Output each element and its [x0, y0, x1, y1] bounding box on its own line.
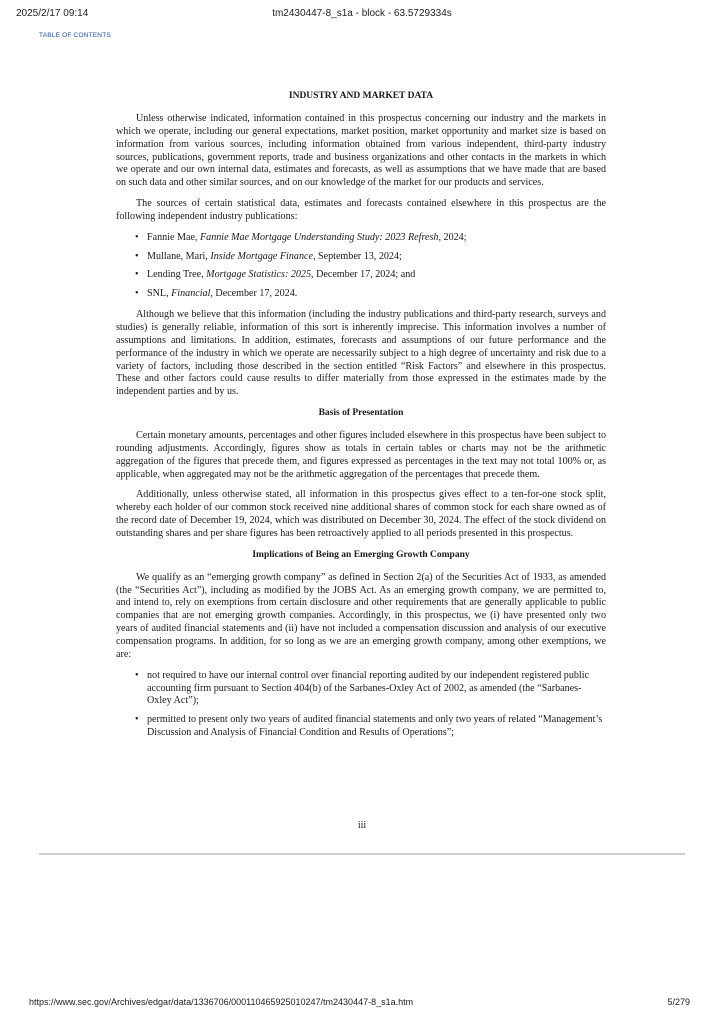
industry-market-data-heading: INDUSTRY AND MARKET DATA — [288, 91, 434, 101]
print-document-title: tm2430447-8_s1a - block - 63.5729334s — [272, 8, 452, 19]
list-item: • Fannie Mae, Fannie Mae Mortgage Understanding Study: 2023 Refresh, 2024; — [135, 231, 467, 243]
paragraph: We qualify as an “emerging growth company” as defined in Section 2(a) of the Securities Act of 1933, as amended (the “Securities Act”), including as modified by the JOBS Act. As an emerging growth company, we are permitted to, and intend to, rely on exemptions from certain disclosure and other requirements that are generally applicable to public companies that are not emerging growth companies. Accordingly, in this prospectus, we (i) have presented only two years of audited financial statements and (ii) have not included a compensation discussion and analysis of our executive compensation programs. In addition, for so long as we are an emerging growth company, among other exemptions, we are: — [116, 571, 606, 660]
sources-list — [116, 232, 606, 301]
source-url: https://www.sec.gov/Archives/edgar/data/1336706/000110465925010247/tm2430447-8_s1a.htm — [29, 997, 414, 1007]
list-item: • not required to have our internal control over financial reporting audited by our independent registered public accounting firm pursuant to Section 404(b) of the Sarbanes-Oxley Act of 2002, as amended (the “Sarbanes-Oxley Act”); — [135, 669, 590, 707]
bullet-icon: • — [135, 231, 139, 243]
document-body — [116, 90, 606, 748]
list-item: • Lending Tree, Mortgage Statistics: 2025, December 17, 2024; and — [135, 269, 416, 281]
paragraph: The sources of certain statistical data, estimates and forecasts contained elsewhere in this prospectus are the following independent industry publications: — [116, 198, 606, 222]
exemptions-list — [116, 670, 606, 740]
print-datetime: 2025/2/17 09:14 — [16, 8, 89, 19]
paragraph: Unless otherwise indicated, information contained in this prospectus concerning our industry and the markets in which we operate, including our general expectations, market position, market opportunity and market size is based on information from various sources, including information obtained from various independent, third-party industry sources, publications, government reports, trade and business organizations and other contacts in the markets in which we operate and our own internal data, estimates and forecasts, as well as assumptions that we have made that are based on such data and other similar sources, and on our knowledge of the market for our products and services. — [116, 113, 606, 189]
list-item: • permitted to present only two years of audited financial statements and only two years of related “Management’s Discussion and Analysis of Financial Condition and Results of Operations”; — [135, 714, 603, 739]
paragraph: Although we believe that this information (including the industry publications and third-party research, surveys and studies) is generally reliable, information of this sort is inherently imprecise. This information involves a number of assumptions and limitations. In addition, estimates, forecasts and assumptions of our future performance and the performance of the industry in which we operate are necessarily subject to a high degree of uncertainty and risk due to a variety of factors, including those described in the section entitled “Risk Factors” and elsewhere in this prospectus. These and other factors could cause results to differ materially from those expressed in the estimates made by the independent parties and by us. — [116, 309, 606, 398]
table-of-contents-link[interactable]: TABLE OF CONTENTS — [39, 32, 111, 39]
list-item: • SNL, Financial, December 17, 2024. — [135, 288, 298, 300]
bullet-icon: • — [135, 269, 139, 281]
basis-of-presentation-heading: Basis of Presentation — [318, 408, 404, 419]
list-item: • Mullane, Mari, Inside Mortgage Finance, September 13, 2024; — [135, 250, 402, 262]
bullet-icon: • — [135, 288, 139, 300]
page-number: iii — [357, 820, 367, 831]
emerging-growth-company-heading: Implications of Being an Emerging Growth Company — [252, 549, 470, 560]
print-page-count: 5/279 — [667, 997, 690, 1007]
bullet-icon: • — [135, 250, 139, 262]
paragraph: Additionally, unless otherwise stated, all information in this prospectus gives effect to a ten-for-one stock split, whereby each holder of our common stock received nine additional shares of common stock for each share owned as of the record date of December 19, 2024, which was distributed on December 30, 2024. The effect of the stock dividend on outstanding shares and per share figures has been retroactively applied to all periods presented in this prospectus. — [116, 489, 606, 539]
bullet-icon: • — [135, 669, 139, 681]
page-divider — [39, 853, 685, 855]
bullet-icon: • — [135, 714, 139, 726]
paragraph: Certain monetary amounts, percentages and other figures included elsewhere in this prospectus have been subject to rounding adjustments. Accordingly, figures show as totals in certain tables or charts may not be the arithmetic aggregation of the figures that precede them, and figures expressed as percentages in the text may not total 100% or, as applicable, when aggregated may not be the arithmetic aggregation of the percentages that precede them. — [116, 430, 606, 480]
